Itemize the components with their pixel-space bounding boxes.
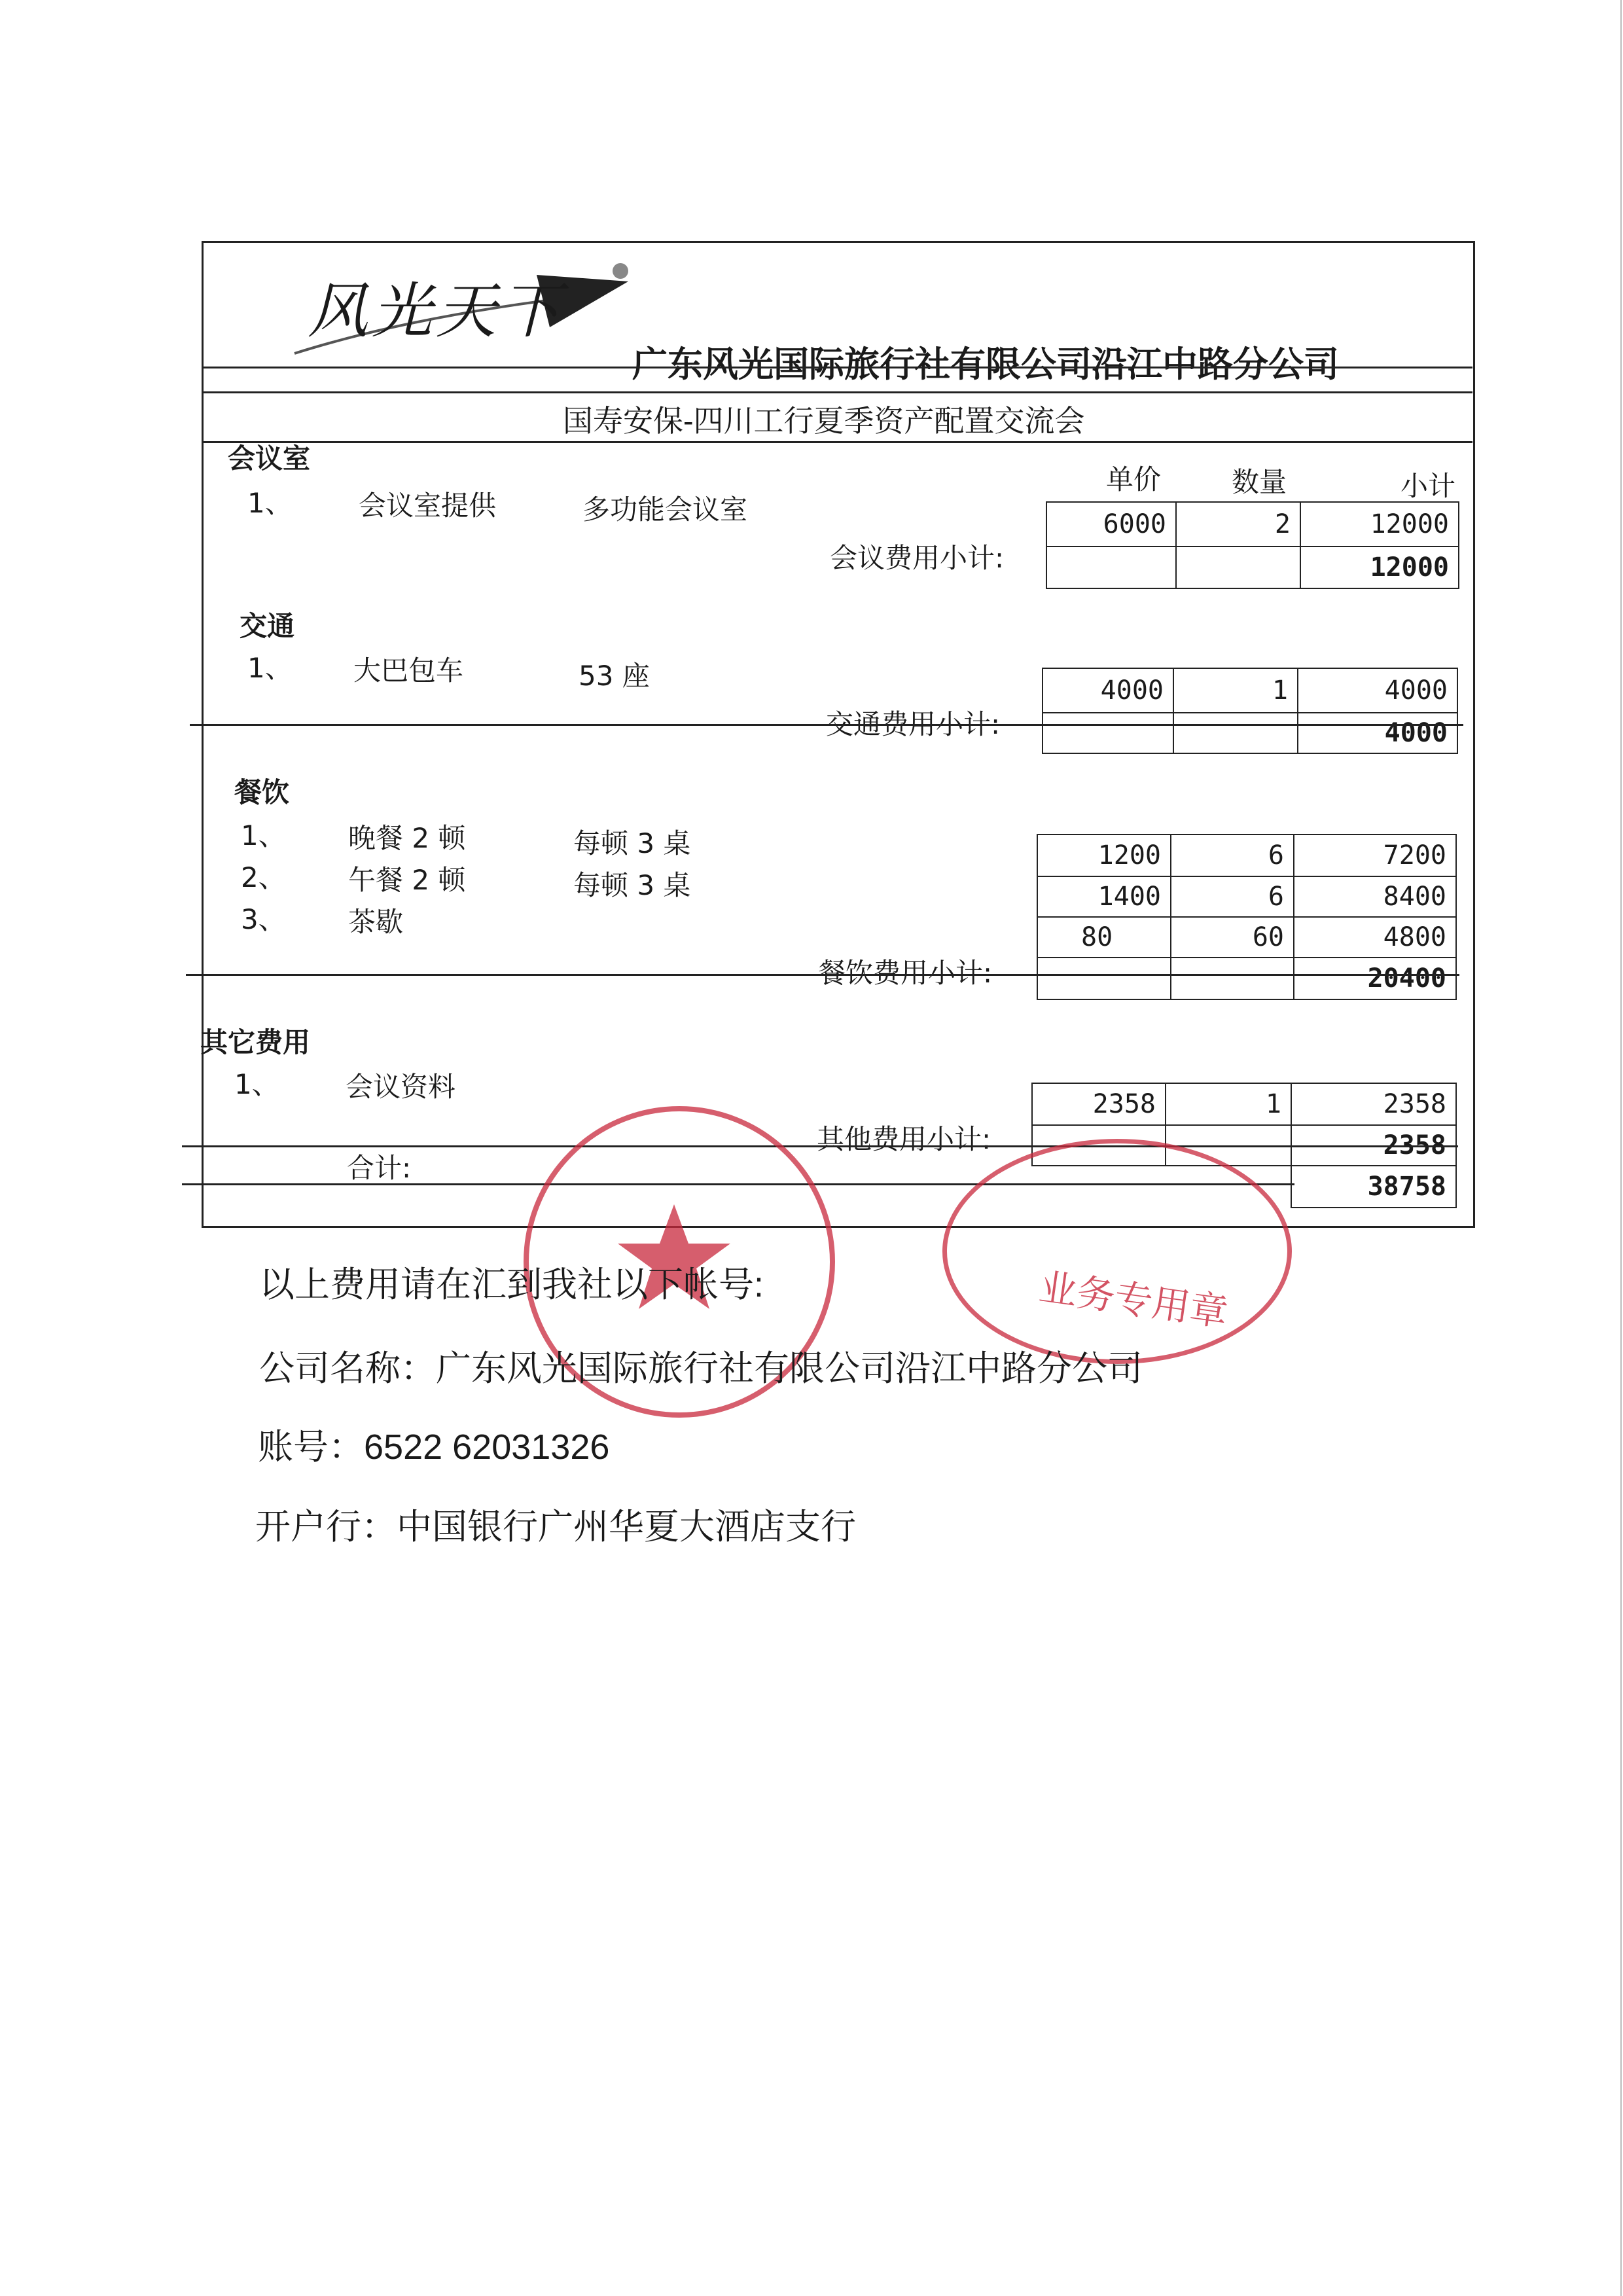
catering-item-1-no: 1、	[241, 819, 286, 852]
other-subtotal-cell: 2358	[1291, 1124, 1457, 1166]
logo-text: 风光天下	[308, 276, 565, 346]
catering-item-3-name: 茶歇	[348, 906, 404, 938]
company-logo	[288, 255, 641, 367]
transport-price-cell: 4000	[1042, 668, 1174, 713]
catering-subtotal-empty-1	[1037, 957, 1171, 1000]
transport-item-name: 大巴包车	[353, 655, 464, 687]
transport-subtotal-label: 交通费用小计:	[826, 708, 1001, 740]
catering-3-total-cell: 4800	[1293, 916, 1457, 958]
transport-subtotal-empty-2	[1173, 712, 1298, 754]
business-seal	[942, 1139, 1292, 1364]
catering-subtotal-empty-2	[1170, 957, 1294, 1000]
meeting-subtotal-cell: 12000	[1300, 546, 1459, 589]
catering-subtotal-cell: 20400	[1293, 957, 1457, 1000]
catering-3-qty-cell: 60	[1170, 916, 1294, 958]
other-subtotal-label: 其他费用小计:	[817, 1123, 991, 1155]
transport-total-cell: 4000	[1297, 668, 1458, 713]
other-price-cell: 2358	[1031, 1083, 1166, 1126]
bank-intro: 以上费用请在汇到我社以下帐号:	[259, 1265, 764, 1304]
meeting-item-no: 1、	[247, 487, 293, 519]
catering-1-price-cell: 1200	[1037, 834, 1171, 877]
transport-item-no: 1、	[247, 652, 293, 684]
meeting-subtotal-empty-2	[1175, 546, 1301, 589]
bank-company-line: 公司名称：广东风光国际旅行社有限公司沿江中路分公司	[259, 1349, 1143, 1388]
catering-2-qty-cell: 6	[1170, 876, 1294, 918]
catering-item-2-no: 2、	[241, 861, 286, 893]
title-divider	[202, 441, 1472, 443]
bank-account-line: 账号：6522 62031326	[258, 1427, 610, 1467]
section-meeting: 会议室	[228, 442, 311, 475]
other-qty-cell: 1	[1165, 1083, 1292, 1126]
total-value-cell: 38758	[1291, 1165, 1457, 1208]
catering-item-2-name: 午餐 2 顿	[348, 864, 466, 896]
company-name: 广东风光国际旅行社有限公司沿江中路分公司	[632, 344, 1339, 385]
scan-edge	[1620, 0, 1622, 2296]
bank-branch-line: 开户行：中国银行广州华夏大酒店支行	[255, 1507, 856, 1547]
meeting-subtotal-label: 会议费用小计:	[830, 542, 1005, 574]
catering-item-1-name: 晚餐 2 顿	[348, 822, 466, 854]
catering-2-price-cell: 1400	[1037, 876, 1171, 918]
total-label: 合计:	[347, 1152, 412, 1184]
transport-qty-cell: 1	[1173, 668, 1298, 713]
meeting-qty-cell: 2	[1175, 501, 1301, 547]
catering-subtotal-label: 餐饮费用小计:	[818, 957, 993, 989]
catering-item-3-no: 3、	[241, 903, 286, 935]
other-item-no: 1、	[234, 1068, 279, 1100]
header-divider-2	[202, 391, 1472, 393]
catering-2-total-cell: 8400	[1293, 876, 1457, 918]
transport-subtotal-empty-1	[1042, 712, 1174, 754]
meeting-price-cell: 6000	[1046, 501, 1177, 547]
section-catering: 餐饮	[234, 776, 290, 808]
section-transport: 交通	[240, 610, 295, 642]
col-unit-price: 单价	[1106, 463, 1162, 495]
event-title: 国寿安保-四川工行夏季资产配置交流会	[563, 403, 1085, 439]
catering-item-1-desc: 每顿 3 桌	[573, 827, 691, 859]
other-item-name: 会议资料	[346, 1071, 456, 1103]
catering-3-price-cell: 80	[1037, 916, 1171, 958]
catering-1-total-cell: 7200	[1293, 834, 1457, 877]
other-total-cell: 2358	[1291, 1083, 1457, 1126]
col-qty: 数量	[1232, 466, 1287, 498]
catering-item-2-desc: 每顿 3 桌	[573, 869, 691, 901]
transport-divider	[190, 724, 1463, 726]
business-seal-text: 业务专用章	[1036, 1265, 1231, 1335]
header-divider	[202, 367, 1472, 368]
transport-item-desc: 53 座	[579, 660, 650, 692]
meeting-subtotal-empty-1	[1046, 546, 1177, 589]
meeting-item-name: 会议室提供	[359, 490, 497, 522]
catering-divider	[186, 974, 1459, 976]
transport-subtotal-cell: 4000	[1297, 712, 1458, 754]
meeting-total-cell: 12000	[1300, 501, 1459, 547]
section-other: 其它费用	[200, 1026, 311, 1058]
col-subtotal: 小计	[1400, 470, 1456, 502]
meeting-item-desc: 多功能会议室	[582, 493, 748, 526]
catering-1-qty-cell: 6	[1170, 834, 1294, 877]
